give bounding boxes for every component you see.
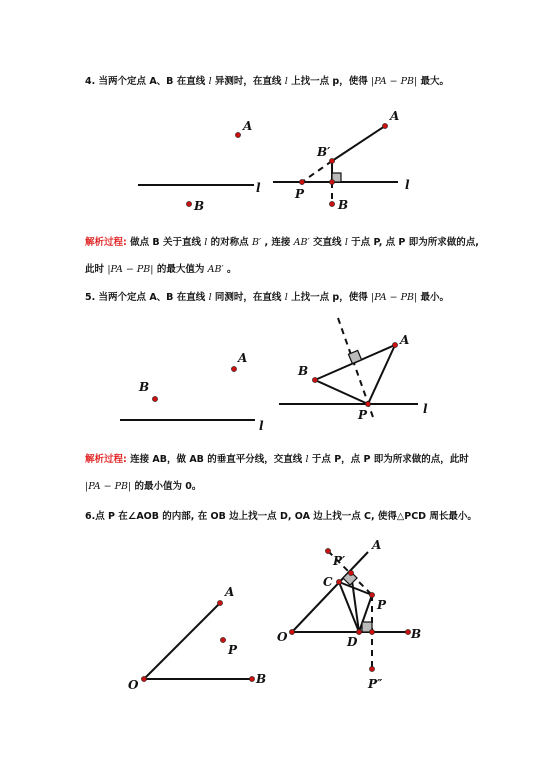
point-p (365, 401, 370, 406)
point-symbol: B′ (251, 237, 262, 248)
point-foot (329, 179, 334, 184)
line-symbol: l (208, 76, 212, 87)
point-b (405, 629, 410, 634)
label-b: B (194, 199, 205, 213)
point-o (289, 629, 294, 634)
problem-4-head: 4. 当两个定点 A、B 在直线 (85, 76, 206, 87)
point-c (336, 579, 341, 584)
label-a: A (225, 585, 235, 599)
solution-label: 解析过程: (85, 454, 127, 465)
segment-symbol: AB′ (293, 237, 310, 248)
label-b: B (139, 380, 150, 394)
figure-5-right (279, 318, 428, 422)
solution-4-text-d: 交直线 (312, 237, 342, 248)
solution-4-line2-a: 此时 (85, 264, 105, 275)
label-a: A (243, 119, 253, 133)
problem-5-mid2: 上找一点 p，使得 (291, 292, 368, 303)
label-p-prime: P′ (333, 554, 346, 568)
solution-4-text-c: , 连接 (264, 237, 291, 248)
problem-5-mid: 同测时，在直线 (214, 292, 282, 303)
label-b-prime: B′ (317, 145, 331, 159)
label-a: A (390, 109, 400, 123)
label-p-double-prime: P″ (368, 677, 383, 691)
figure-4-left (138, 119, 261, 213)
label-a: A (400, 333, 410, 347)
point-d (356, 629, 361, 634)
label-l: l (256, 181, 261, 195)
problem-4-mid2: 上找一点 p，使得 (291, 76, 368, 87)
point-a (231, 366, 236, 371)
label-b: B (256, 672, 267, 686)
point-a (217, 600, 222, 605)
point-p (369, 592, 374, 597)
label-o: O (277, 630, 288, 644)
solution-4-line2-b: 的最大值为 (156, 264, 205, 275)
label-b: B (298, 364, 309, 378)
expression: PA − PB (110, 264, 151, 275)
problem-5-head: 5. 当两个定点 A、B 在直线 (85, 292, 206, 303)
point-b (249, 676, 254, 681)
segment-symbol: AB′ (207, 264, 224, 275)
problem-4-tail: 最大。 (420, 76, 450, 87)
point-foot-ob (369, 629, 374, 634)
ray-oa (144, 603, 220, 679)
label-p: P (358, 408, 368, 422)
point-b (152, 396, 157, 401)
figure-5-left (120, 351, 264, 433)
solution-4-line2-c: 。 (226, 264, 237, 275)
label-a: A (238, 351, 248, 365)
point-a (235, 132, 240, 137)
solution-label: 解析过程: (85, 237, 127, 248)
point-p-double-prime (369, 666, 374, 671)
point-p (299, 179, 304, 184)
abs-bar: | (127, 481, 132, 492)
figure-6-left (128, 585, 266, 692)
abs-bar: | (85, 481, 89, 492)
label-p: P (228, 643, 238, 657)
solution-4-text-b: 的对称点 (210, 237, 249, 248)
point-o (141, 676, 146, 681)
line-symbol: l (305, 454, 309, 465)
expression: PA − PB (374, 292, 414, 303)
label-b: B (338, 198, 349, 212)
expression: PA − PB (374, 76, 414, 87)
solution-5-text-b: 于点 P，点 P 即为所求做的点，此时 (311, 454, 469, 465)
abs-bar: | (371, 76, 375, 87)
segment-bp (315, 380, 368, 404)
point-b-prime (329, 158, 334, 163)
figure-4-right (273, 109, 410, 212)
solution-4-text-a: 做点 B 关于直线 (130, 237, 201, 248)
point-foot-oa (348, 570, 353, 575)
point-p (220, 637, 225, 642)
label-l: l (405, 178, 410, 192)
point-a (382, 123, 387, 128)
problem-4-mid: 异测时，在直线 (214, 76, 282, 87)
solution-5-line2-b: 的最小值为 0。 (134, 481, 202, 492)
label-o: O (128, 678, 139, 692)
solution-5-text-a: 连接 AB，做 AB 的垂直平分线，交直线 (130, 454, 303, 465)
point-b (186, 201, 191, 206)
line-symbol: l (284, 76, 288, 87)
segment-ab-prime (332, 126, 385, 161)
line-symbol: l (284, 292, 288, 303)
abs-bar: | (371, 292, 375, 303)
line-symbol: l (204, 237, 208, 248)
point-b (329, 201, 334, 206)
label-l: l (423, 402, 428, 416)
label-d: D (347, 635, 358, 649)
label-b: B (411, 627, 422, 641)
label-a: A (372, 538, 382, 552)
point-b (312, 377, 317, 382)
abs-bar: | (150, 264, 154, 275)
solution-4-text-e: 于点 P, 点 P 即为所求做的点, (351, 237, 479, 248)
abs-bar: | (414, 292, 418, 303)
point-p-prime (325, 548, 330, 553)
line-symbol: l (344, 237, 348, 248)
abs-bar: | (414, 76, 418, 87)
figure-6-right (277, 538, 421, 691)
label-l: l (259, 419, 264, 433)
label-c: C (323, 575, 333, 589)
dashed-extension (302, 161, 332, 182)
problem-6-text: 6.点 P 在∠AOB 的内部, 在 OB 边上找一点 D, OA 边上找一点 C, 使得△PCD 周长最小。 (85, 511, 477, 522)
label-p: P (377, 598, 387, 612)
segment-ap (368, 345, 395, 404)
abs-bar: | (107, 264, 111, 275)
label-p: P (295, 187, 305, 201)
point-a (392, 342, 397, 347)
expression: PA − PB (88, 481, 128, 492)
line-symbol: l (208, 292, 212, 303)
problem-5-tail: 最小。 (420, 292, 450, 303)
